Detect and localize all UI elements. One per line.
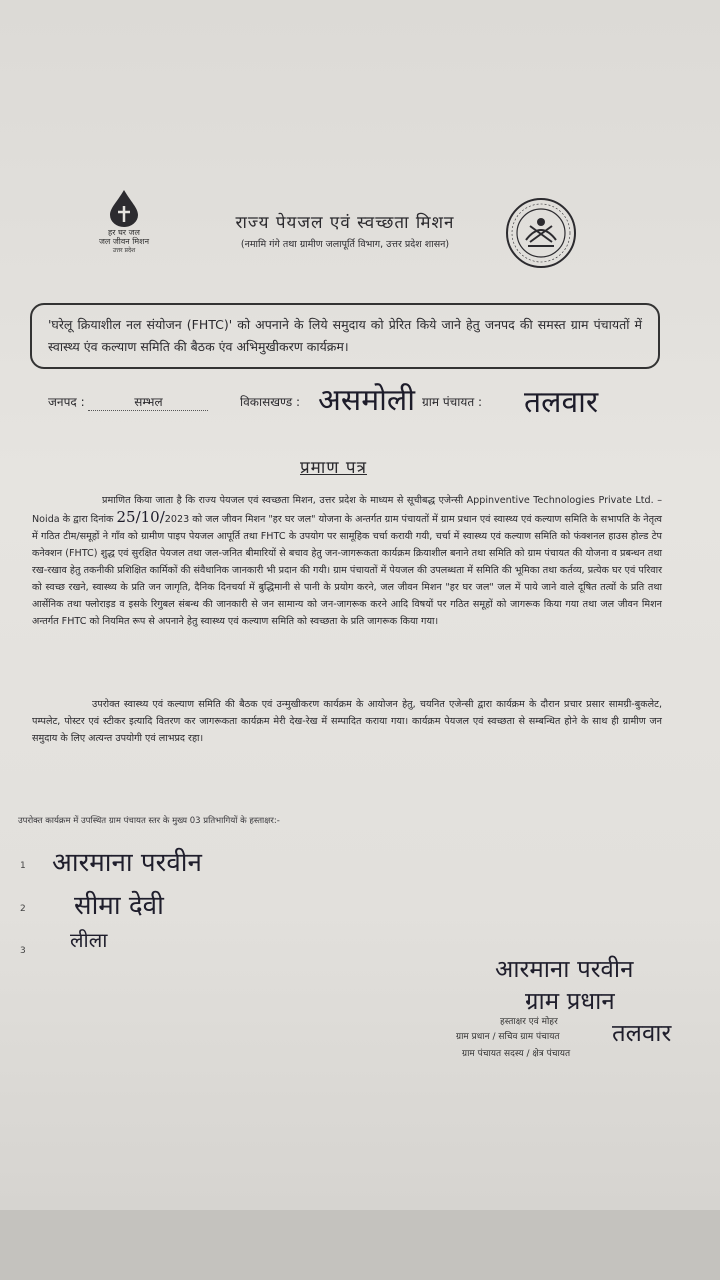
block-label: विकासखण्ड : bbox=[240, 395, 301, 409]
background-strip bbox=[0, 1210, 720, 1280]
panchayat-field bbox=[422, 393, 482, 410]
district-label: जनपद : bbox=[48, 395, 85, 409]
certificate-paragraph-2: उपरोक्त स्वास्थ्य एवं कल्याण समिति की बैठक एवं उन्मुखीकरण कार्यक्रम के आयोजन हेतु, चयनित एजेन्सी द्वारा कार्यक्रम के दौरान प्रचार प्रसार सामग्री-बुकलेट, पम्पलेट, पोस्टर एवं स्टीकर इत्यादि वितरण कर जागरूकता कार्यक्रम मेरी देख-रेख में सम्पादित कराया गया। कार्यक्रम पेयजल एवं स्वच्छता से सम्बन्धित होने के साथ ही ग्रामीण जन समुदाय के लिए अत्यन्त उपयोगी एवं लाभप्रद रहा। bbox=[32, 699, 662, 744]
logo-text-3: उत्तर प्रदेश bbox=[112, 247, 136, 254]
signoff-line-3: ग्राम पंचायत सदस्य / क्षेत्र पंचायत bbox=[462, 1049, 571, 1059]
signoff-line-2: ग्राम प्रधान / सचिव ग्राम पंचायत bbox=[456, 1032, 560, 1042]
signoff-line-1: हस्ताक्षर एवं मोहर bbox=[500, 1017, 558, 1027]
water-drop-icon bbox=[107, 188, 141, 228]
block-value: असमोली bbox=[318, 383, 416, 418]
panchayat-label: ग्राम पंचायत : bbox=[422, 395, 483, 409]
participant-signature-2: सीमा देवी bbox=[74, 891, 164, 921]
participants-intro: उपरोक्त कार्यक्रम में उपस्थित ग्राम पंचायत स्तर के मुख्य 03 प्रतिभागियों के हस्ताक्षर:- bbox=[18, 816, 280, 826]
participant-signature-3: लीला bbox=[70, 928, 108, 952]
district-field bbox=[48, 393, 208, 411]
panchayat-value: तलवार bbox=[524, 385, 599, 420]
participant-number-2: 2 bbox=[20, 904, 26, 914]
date-year: 2023 bbox=[164, 514, 190, 525]
district-value: सम्भल bbox=[88, 393, 208, 411]
signoff-handwritten-village: तलवार bbox=[612, 1019, 672, 1047]
har-ghar-jal-logo bbox=[92, 188, 156, 255]
participant-number-1: 1 bbox=[20, 861, 26, 871]
up-government-seal-icon bbox=[504, 196, 578, 270]
block-field bbox=[240, 393, 300, 410]
signoff-handwritten-role: ग्राम प्रधान bbox=[525, 987, 615, 1015]
participant-number-3: 3 bbox=[20, 946, 26, 956]
signoff-handwritten-name: आरमाना परवीन bbox=[495, 955, 634, 983]
logo-text-1: हर घर जल bbox=[108, 228, 140, 237]
date-handwritten: 25/10/ bbox=[116, 508, 165, 526]
participant-signature-1: आरमाना परवीन bbox=[52, 848, 202, 878]
certificate-title: प्रमाण पत्र bbox=[300, 458, 367, 478]
program-banner: 'घरेलू क्रियाशील नल संयोजन (FHTC)' को अपनाने के लिये समुदाय को प्रेरित किये जाने हेतु जनपद की समस्त ग्राम पंचायतों में स्वास्थ्य एंव कल्याण समिति की बैठक एंव अभिमुखीकरण कार्यक्रम। bbox=[30, 303, 660, 369]
logo-text-2: जल जीवन मिशन bbox=[98, 237, 150, 246]
certificate-paragraph-1: प्रमाणित किया जाता है कि राज्य पेयजल एवं स्वच्छता मिशन, उत्तर प्रदेश के माध्यम से सूचीबद्ध एजेन्सी Appinventive Technologies Private Ltd. – Noida के द्वारा दिनांक 25/10/2023 को जल जीवन मिशन "हर घर जल" योजना के अन्तर्गत ग्राम पंचायतों में ग्राम प्रधान एवं स्वास्थ्य एवं कल्याण समिति के सभापति के नेतृत्व में गठित टीम/समूहों ने गाँव को ग्रामीण पाइप पेयजल आपूर्ति तथा FHTC के उपयोग पर सामूहिक चर्चा करायी गयी, चर्चा में स्वास्थ्य एवं कल्याण समिति को फंक्शनल हाउस होल्ड टेप कनेक्शन (FHTC) शुद्ध एवं सुरक्षित पेयजल तथा जल-जनित बीमारियों से बचाव हेतु जन-जागरूकता कार्यक्रम क्रियाशील बनाने तथा समिति को ग्राम पंचायत की योजना व प्रबन्धन तथा रख-रखाव हेतु तकनीकी प्रशिक्षित कार्मिकों की संवैधानिक जानकारी भी प्रदान की गयी। ग्राम पंचायतों में पेयजल की उपलब्धता में समिति की भूमिका तथा कर्तव्य, प्रत्येक घर एवं परिवार को स्वच्छ रखने, स्वास्थ्य के प्रति जन जागृति, दैनिक दिनचर्या में बुद्धिमानी से पानी के प्रयोग करने, जल जीवन मिशन "हर घर जल" जल में पाये जाने वाले दूषित तत्वों के प्रति तथा आर्सेनिक तथा फ्लोराइड व इसके रिगुबल संबन्ध की जानकारी से जन सामान्य को जन-जागरूक करने आदि विषयों पर गठित समूहों को जागरूक किया गया तथा जल जीवन मिशन अन्तर्गत FHTC को नियमित रूप से अपनाने हेतु स्वास्थ्य एवं कल्याण समिति को स्वच्छता के प्रति जागरूक किया गया। bbox=[32, 495, 662, 627]
mission-title: राज्य पेयजल एवं स्वच्छता मिशन bbox=[235, 213, 455, 233]
mission-subtitle: (नमामि गंगे तथा ग्रामीण जलापूर्ति विभाग, उत्तर प्रदेश शासन) bbox=[240, 239, 450, 250]
